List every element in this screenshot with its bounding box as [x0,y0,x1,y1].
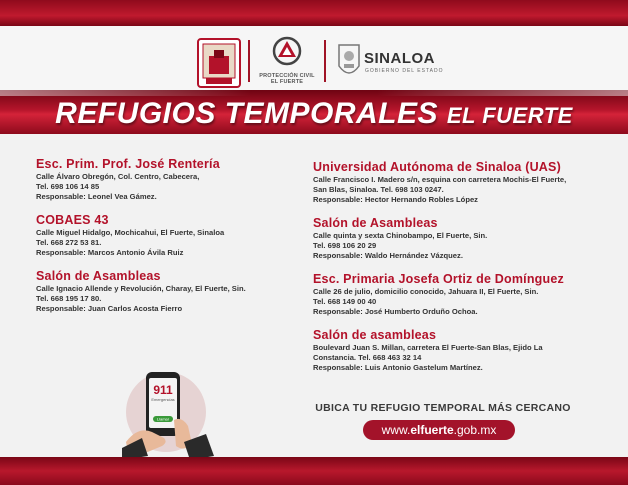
bottom-red-bar [0,457,628,485]
shelter-entry [36,157,326,202]
shelter-phone: Tel. 698 106 20 29 [313,241,377,250]
top-red-bar [0,0,628,26]
shelter-name: Salón de Asambleas [36,269,161,283]
title-main: REFUGIOS TEMPORALES [55,97,439,130]
shelter-name: Universidad Autónoma de Sinaloa (UAS) [313,160,561,174]
phone-number: 911 [153,383,173,397]
phone-call-button: Llamar [156,416,170,422]
shelter-responsible: Responsable: Luis Antonio Gastelum Martínez. [313,363,483,372]
shelter-address: Boulevard Juan S. Millan, carretera El Fuerte-San Blas, Ejido La [313,343,543,352]
shelter-entry [313,160,603,205]
shelter-responsible: Responsable: José Humberto Orduño Ochoa. [313,307,478,316]
url-prefix: www. [381,423,411,437]
shelter-entry [313,272,603,317]
shelter-entry [313,328,603,373]
shelter-phone: San Blas, Sinaloa. Tel. 698 103 0247. [313,185,444,194]
header-divider [324,40,326,82]
shelter-name: Esc. Primaria Josefa Ortiz de Domínguez [313,272,564,286]
proteccion-civil-icon [272,36,302,66]
el-fuerte-coat-of-arms-icon [192,36,246,90]
page-title [0,97,628,131]
shelter-responsible: Responsable: Marcos Antonio Ávila Ruiz [36,248,184,257]
sinaloa-subtitle: GOBIERNO DEL ESTADO [365,68,444,74]
proteccion-civil-city: EL FUERTE [270,79,304,85]
cta-text: UBICA TU REFUGIO TEMPORAL MÁS CERCANO [315,402,571,414]
shelter-phone: Tel. 668 149 00 40 [313,297,377,306]
shelter-address: Calle Miguel Hidalgo, Mochicahui, El Fuerte, Sinaloa [36,228,225,237]
shelter-address: Calle quinta y sexta Chinobampo, El Fuerte, Sin. [313,231,488,240]
url-suffix: .gob.mx [453,423,497,437]
shelter-phone: Constancia. Tel. 668 463 32 14 [313,353,422,362]
header-divider [248,40,250,82]
shelter-responsible: Responsable: Juan Carlos Acosta Fierro [36,304,183,313]
sinaloa-name: SINALOA [364,50,435,67]
shelter-phone: Tel. 668 272 53 81. [36,238,102,247]
url-domain: elfuerte [410,423,454,437]
proteccion-civil-text: PROTECCIÓN CIVIL [259,73,315,79]
shelter-entry [313,216,603,261]
right-shelter-list [313,160,603,384]
shelter-phone: Tel. 698 106 14 85 [36,182,100,191]
shelter-entry [36,213,326,258]
shelter-name: Esc. Prim. Prof. José Rentería [36,157,220,171]
shelter-responsible: Responsable: Leonel Vea Gámez. [36,192,157,201]
shelter-address: Calle Francisco I. Madero s/n, esquina con carretera Mochis-El Fuerte, [313,175,567,184]
shelter-name: Salón de Asambleas [313,216,438,230]
shelter-responsible: Responsable: Waldo Hernández Vázquez. [313,251,463,260]
phone-label: Emergencias [151,397,175,402]
website-link[interactable] [363,420,515,440]
shelter-entry [36,269,326,314]
shelter-phone: Tel. 668 195 17 80. [36,294,102,303]
shelter-name: COBAES 43 [36,213,109,227]
sinaloa-logo [334,40,444,84]
shelter-responsible: Responsable: Hector Hernando Robles López [313,195,478,204]
shelter-address: Calle Álvaro Obregón, Col. Centro, Cabecera, [36,172,200,181]
shelter-address: Calle Ignacio Allende y Revolución, Charay, El Fuerte, Sin. [36,284,246,293]
title-place: EL FUERTE [446,103,573,128]
shelter-name: Salón de asambleas [313,328,437,342]
sinaloa-shield-icon [336,42,362,82]
proteccion-civil-logo [258,36,316,90]
left-shelter-list [36,157,326,325]
phone-911-icon [118,360,218,460]
shelter-address: Calle 26 de julio, domicilio conocido, Jahuara II, El Fuerte, Sin. [313,287,539,296]
